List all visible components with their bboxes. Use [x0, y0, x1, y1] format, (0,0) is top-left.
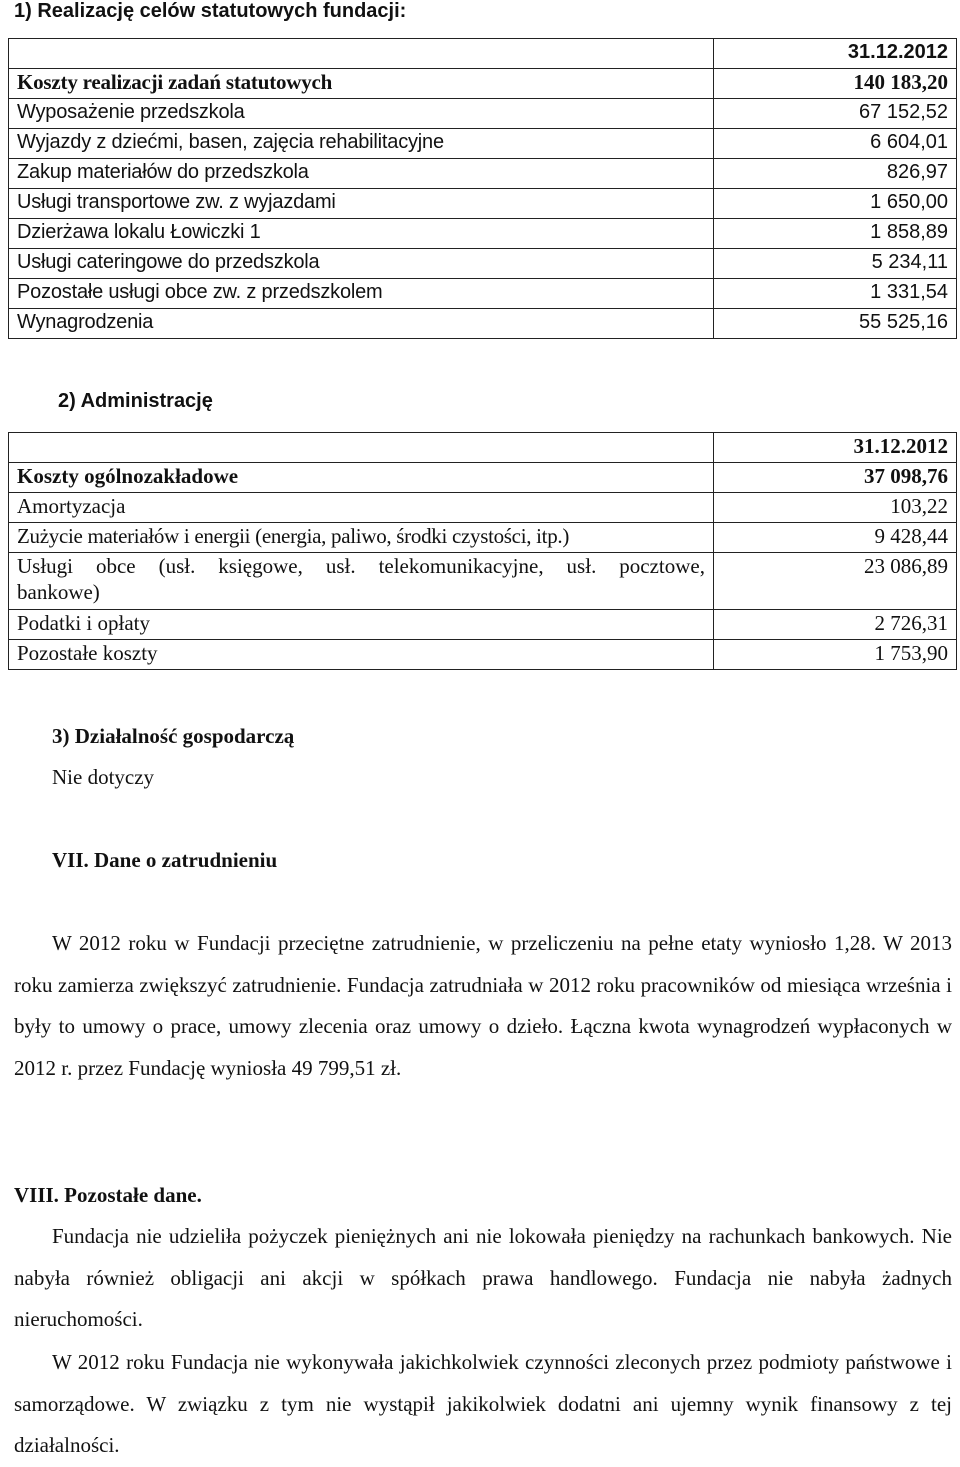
- table-row: [9, 523, 957, 553]
- table-row: [9, 640, 957, 670]
- row-value: 826,97: [714, 159, 957, 189]
- section8-title: VIII. Pozostałe dane.: [14, 1183, 202, 1207]
- row-label: Dzierżawa lokalu Łowiczki 1: [9, 219, 714, 249]
- row-label: Zużycie materiałów i energii (energia, paliwo, środki czystości, itp.): [9, 523, 714, 553]
- table-row: [9, 219, 957, 249]
- row-value: 1 331,54: [714, 279, 957, 309]
- table-row: [9, 189, 957, 219]
- row-value: 2 726,31: [714, 610, 957, 640]
- section3-title: 3) Działalność gospodarczą: [52, 724, 295, 748]
- table-row: [9, 610, 957, 640]
- row-label-line1: Usługi obce (usł. księgowe, usł. telekomunikacyjne, usł. pocztowe,: [17, 554, 705, 578]
- table-row: [9, 129, 957, 159]
- table-row: [9, 249, 957, 279]
- table-row: [9, 463, 957, 493]
- section7-title: VII. Dane o zatrudnieniu: [52, 848, 278, 872]
- row-value: 67 152,52: [714, 99, 957, 129]
- table-cell-empty: [9, 433, 714, 463]
- date-header: 31.12.2012: [714, 433, 957, 463]
- statutory-costs-table: [8, 38, 957, 339]
- table-row: [9, 493, 957, 523]
- section7-paragraph: [14, 923, 952, 1089]
- row-label: Koszty ogólnozakładowe: [9, 463, 714, 493]
- section8-paragraph2-text: W 2012 roku Fundacja nie wykonywała jakichkolwiek czynności zleconych przez podmioty państwowe i samorządowe. W związku z tym nie wystąpił jakikolwiek dodatni ani ujemny wynik finansowy z tej działalności.: [14, 1350, 952, 1457]
- row-label: Usługi cateringowe do przedszkola: [9, 249, 714, 279]
- row-label: Wynagrodzenia: [9, 309, 714, 339]
- row-label-line2: bankowe): [17, 580, 100, 604]
- row-label: [9, 553, 714, 610]
- table-cell-empty: [9, 39, 714, 69]
- row-value: 1 650,00: [714, 189, 957, 219]
- row-label: Pozostałe usługi obce zw. z przedszkolem: [9, 279, 714, 309]
- row-label: Amortyzacja: [9, 493, 714, 523]
- row-value: 103,22: [714, 493, 957, 523]
- section2-title: 2) Administrację: [58, 390, 213, 412]
- row-label: Zakup materiałów do przedszkola: [9, 159, 714, 189]
- table-header-row: [9, 433, 957, 463]
- table-row: [9, 99, 957, 129]
- row-label: Wyjazdy z dziećmi, basen, zajęcia rehabilitacyjne: [9, 129, 714, 159]
- table-row: [9, 309, 957, 339]
- row-value: 55 525,16: [714, 309, 957, 339]
- row-label: Wyposażenie przedszkola: [9, 99, 714, 129]
- administration-costs-table: [8, 432, 957, 670]
- row-value: 5 234,11: [714, 249, 957, 279]
- date-header: 31.12.2012: [714, 39, 957, 69]
- row-value: 1 753,90: [714, 640, 957, 670]
- row-value: 23 086,89: [714, 553, 957, 610]
- table-row: [9, 553, 957, 610]
- section7-paragraph-text: W 2012 roku w Fundacji przeciętne zatrudnienie, w przeliczeniu na pełne etaty wyniosło 1,28. W 2013 roku zamierza zwiększyć zatrudnienie. Fundacja zatrudniała w 2012 roku pracowników od miesiąca września i były to umowy o prace, umowy zlecenia oraz umowy o dzieło. Łączna kwota wynagrodzeń wypłaconych w 2012 r. przez Fundację wyniosła 49 799,51 zł.: [14, 931, 952, 1080]
- row-label: Podatki i opłaty: [9, 610, 714, 640]
- table-row: [9, 279, 957, 309]
- section8-paragraph1: [14, 1216, 952, 1341]
- row-value: 1 858,89: [714, 219, 957, 249]
- section8-paragraph2: [14, 1342, 952, 1467]
- row-value: 140 183,20: [714, 69, 957, 99]
- section3-text: Nie dotyczy: [52, 765, 155, 789]
- table-header-row: [9, 39, 957, 69]
- table-row: [9, 69, 957, 99]
- section8-paragraph1-text: Fundacja nie udzieliła pożyczek pieniężnych ani nie lokowała pieniędzy na rachunkach bankowych. Nie nabyła również obligacji ani akcji w spółkach prawa handlowego. Fundacja nie nabyła żadnych nieruchomości.: [14, 1224, 952, 1331]
- row-value: 6 604,01: [714, 129, 957, 159]
- row-label: Pozostałe koszty: [9, 640, 714, 670]
- row-label: Koszty realizacji zadań statutowych: [9, 69, 714, 99]
- table-row: [9, 159, 957, 189]
- row-value: 37 098,76: [714, 463, 957, 493]
- row-value: 9 428,44: [714, 523, 957, 553]
- section1-title: 1) Realizację celów statutowych fundacji:: [14, 0, 407, 22]
- row-label: Usługi transportowe zw. z wyjazdami: [9, 189, 714, 219]
